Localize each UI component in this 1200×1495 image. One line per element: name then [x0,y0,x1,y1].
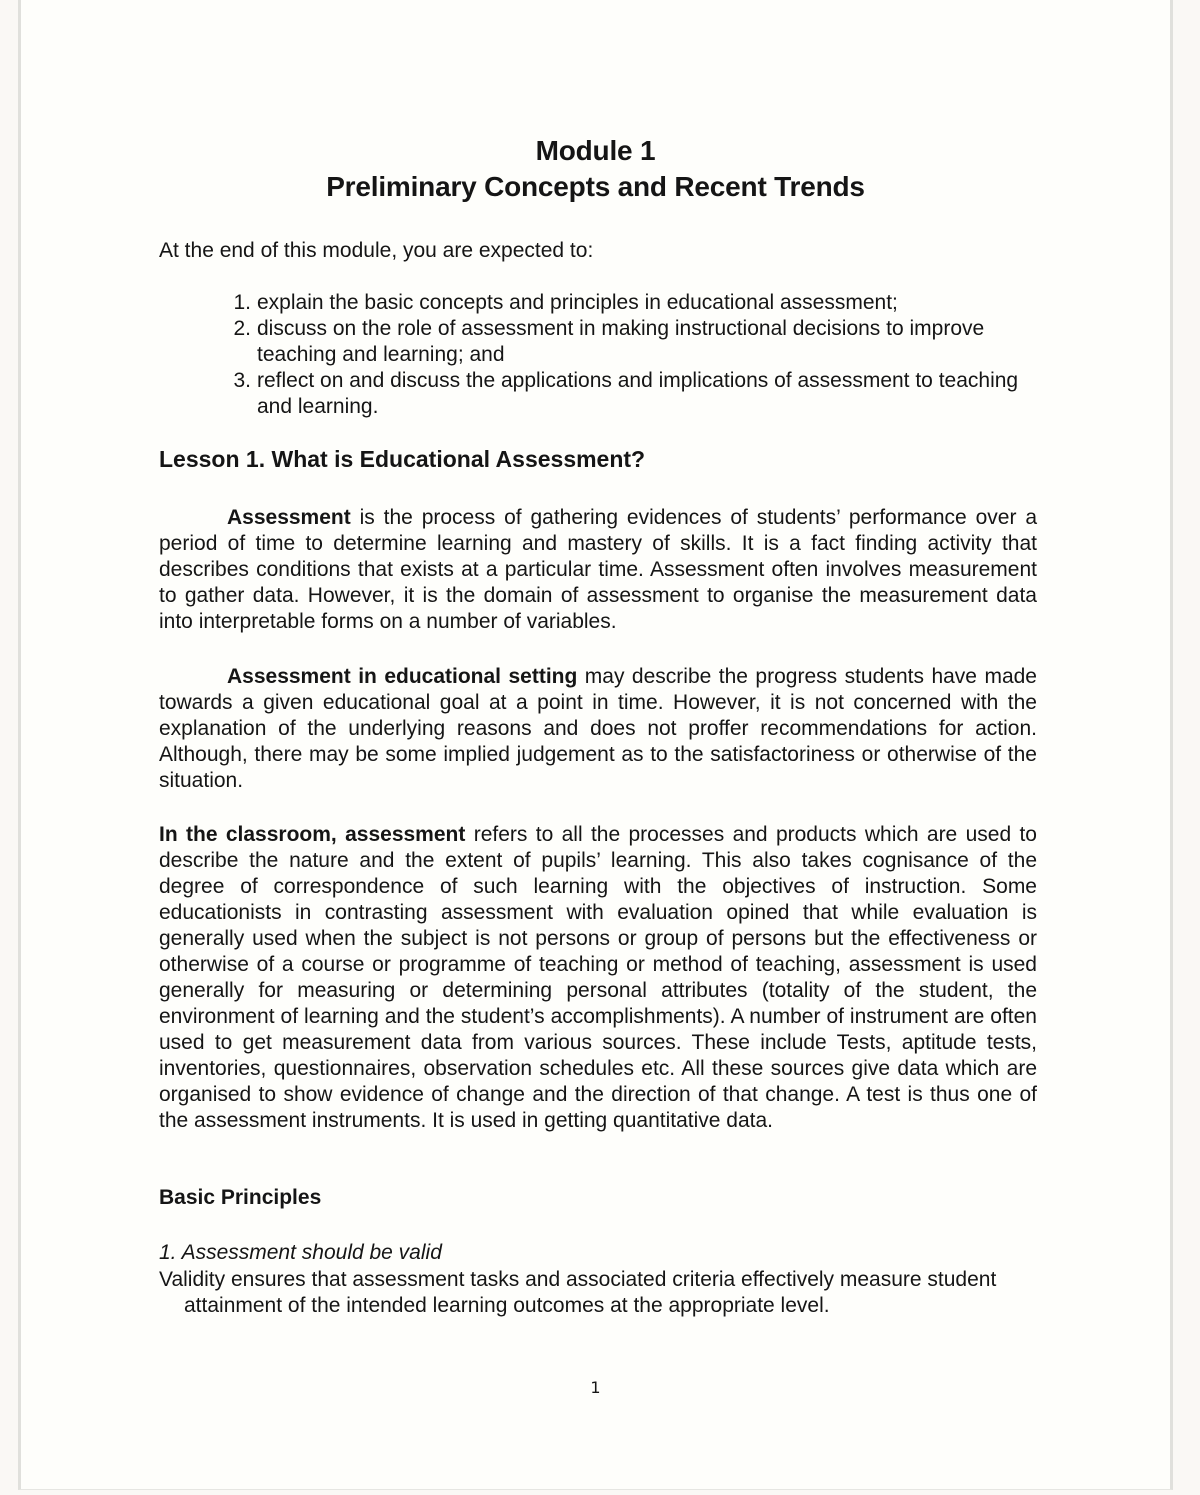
module-title: Preliminary Concepts and Recent Trends [326,171,865,202]
objective-text: discuss on the role of assessment in making instructional decisions to improve teaching and learning; and [257,317,985,366]
objectives-list [221,290,1051,420]
lesson-title: Lesson 1. What is Educational Assessment? [159,446,646,472]
objective-item [221,316,1051,368]
objective-text: reflect on and discuss the applications and implications of assessment to teaching and learning. [257,369,1019,418]
paragraph-educational-setting [159,664,1037,794]
objective-text: explain the basic concepts and principles in educational assessment; [257,291,898,314]
paragraph-text: is the process of gathering evidences of students’ performance over a period of time to determine learning and mastery of skills. It is a fact finding activity that describes conditions that exists at a particular time. Assessment often involves measurement to gather data. However, it is the domain of assessment to organise the measurement data into interpretable forms on a number of variables. [159,506,1037,633]
bold-term: Assessment [227,506,351,529]
bold-term: In the classroom, assessment [159,823,466,846]
principle-body: Validity ensures that assessment tasks and associated criteria effectively measure student attainment of the intended learning outcomes at the appropriate level. [159,1268,997,1317]
bold-term: Assessment in educational setting [227,665,578,688]
basic-principles-heading: Basic Principles [159,1186,322,1209]
paragraph-text: may describe the progress students have made towards a given educational goal at a point in time. However, it is not concerned with the explanation of the underlying reasons and does not proffer recommendations for action. Although, there may be some implied judgement as to the satisfactoriness or otherwise of the situation. [159,665,1037,792]
objective-item [221,368,1051,420]
document-page [18,0,1173,1490]
paragraph-assessment-definition [159,505,1037,635]
paragraph-text: refers to all the processes and products which are used to describe the nature and the extent of pupils’ learning. This also takes cognisance of the degree of correspondence of such learning with the objectives of instruction. Some educationists in contrasting assessment with evaluation opined that while evaluation is generally used when the subject is not persons or group of persons but the effectiveness or otherwise of a course or programme of teaching or method of teaching, assessment is used generally for measuring or determining personal attributes (totality of the student, the environment of learning and the student’s accomplishments). A number of instrument are often used to get measurement data from various sources. These include Tests, aptitude tests, inventories, questionnaires, observation schedules etc. All these sources give data which are organised to show evidence of change and the direction of that change. A test is thus one of the assessment instruments. It is used in getting quantitative data. [159,823,1037,1132]
objective-number: 1. [233,291,251,314]
module-label: Module 1 [535,135,656,166]
objective-item [221,290,1051,316]
objective-number: 3. [233,369,251,392]
principle-title: 1. Assessment should be valid [159,1241,442,1264]
objectives-intro: At the end of this module, you are expected to: [159,239,594,262]
module-header [21,133,1170,205]
paragraph-classroom-assessment [159,822,1037,1134]
objective-number: 2. [233,317,251,340]
page-number: 1 [590,1378,601,1397]
